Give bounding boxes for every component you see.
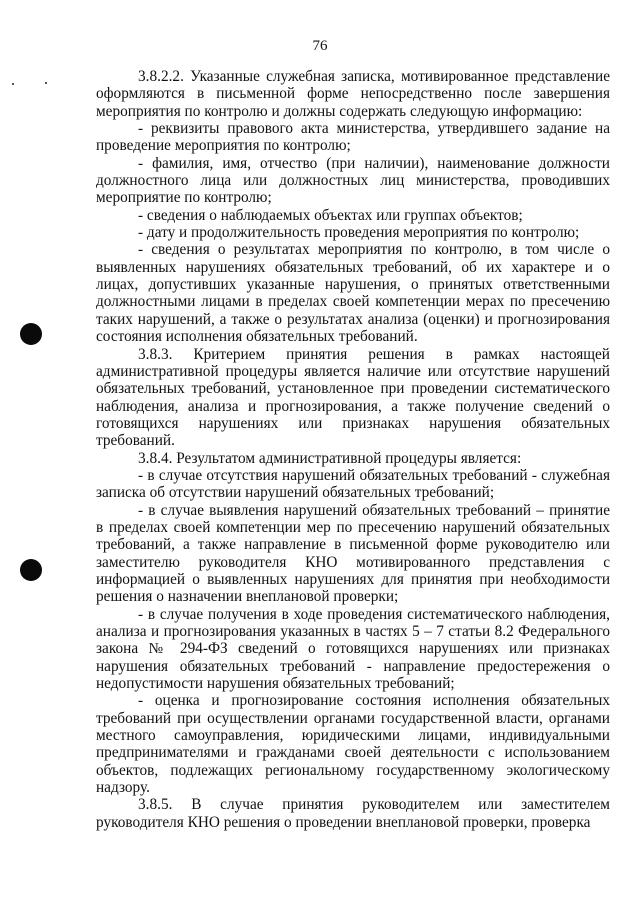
binder-hole xyxy=(20,559,42,581)
list-item: - реквизиты правового акта министерства, утвердившего задание на проведение мероприятия по контролю; xyxy=(96,120,610,155)
list-item: - фамилия, имя, отчество (при наличии), наименование должности должностного лица или должностных лиц министерства, проводивших мероприятие по контролю; xyxy=(96,154,610,207)
list-item: - в случае получения в ходе проведения систематического наблюдения, анализа и прогнозирования указанных в частях 5 – 7 статьи 8.2 Федерального закона № 294-ФЗ сведений о готовящихся нарушениях или признаках нарушения обязательных требований - направление предостережения о недопустимости нарушения обязательных требований; xyxy=(96,605,610,693)
paragraph-3-8-5: 3.8.5. В случае принятия руководителем или заместителем руководителя КНО решения о проведении внеплановой проверки, проверка xyxy=(96,796,610,831)
list-item: - дату и продолжительность проведения мероприятия по контролю; xyxy=(138,224,580,242)
paragraph-3-8-3: 3.8.3. Критерием принятия решения в рамках настоящей административной процедуры является наличие или отсутствие нарушений обязательных требований, установленное при проведении систематического наблюдения, анализа и прогнозирования, а также получение сведений о готовящихся нарушениях или признаках нарушения обязательных требований. xyxy=(96,345,610,450)
document-body xyxy=(96,68,610,831)
list-item: - сведения о наблюдаемых объектах или группах объектов; xyxy=(138,206,523,224)
scan-speck xyxy=(12,83,14,85)
list-item: - сведения о результатах мероприятия по контролю, в том числе о выявленных нарушениях обязательных требований, об их характере и о лицах, допустивших указанные нарушения, о принятых ответственными должностными лицами в пределах своей компетенции мерах по пресечению таких нарушений, а также о результатах анализа (оценки) и прогнозирования состояния исполнения обязательных требований. xyxy=(96,241,610,346)
list-item: - оценка и прогнозирование состояния исполнения обязательных требований при осуществлении органами государственной власти, органами местного самоуправления, юридическими лицами, индивидуальными предпринимателями и гражданами своей деятельности с использованием объектов, подлежащих региональному государственному экологическому надзору. xyxy=(96,692,610,797)
paragraph-3-8-2-2: 3.8.2.2. Указанные служебная записка, мотивированное представление оформляются в письменной форме непосредственно после завершения мероприятия по контролю и должны содержать следующую информацию: xyxy=(96,68,610,120)
paragraph-3-8-4: 3.8.4. Результатом административной процедуры является: xyxy=(138,449,522,467)
list-item: - в случае отсутствия нарушений обязательных требований - служебная записка об отсутствии нарушений обязательных требований; xyxy=(96,466,610,502)
list-item: - в случае выявления нарушений обязательных требований – принятие в пределах своей компетенции мер по пресечению нарушений обязательных требований, а также направление в письменной форме руководителю или заместителю руководителя КНО мотивированного представления с информацией о выявленных нарушениях для принятия при необходимости решения о назначении внеплановой проверки; xyxy=(96,501,610,606)
binder-hole xyxy=(20,323,42,345)
scan-speck xyxy=(45,82,47,84)
page-number: 76 xyxy=(312,38,328,54)
